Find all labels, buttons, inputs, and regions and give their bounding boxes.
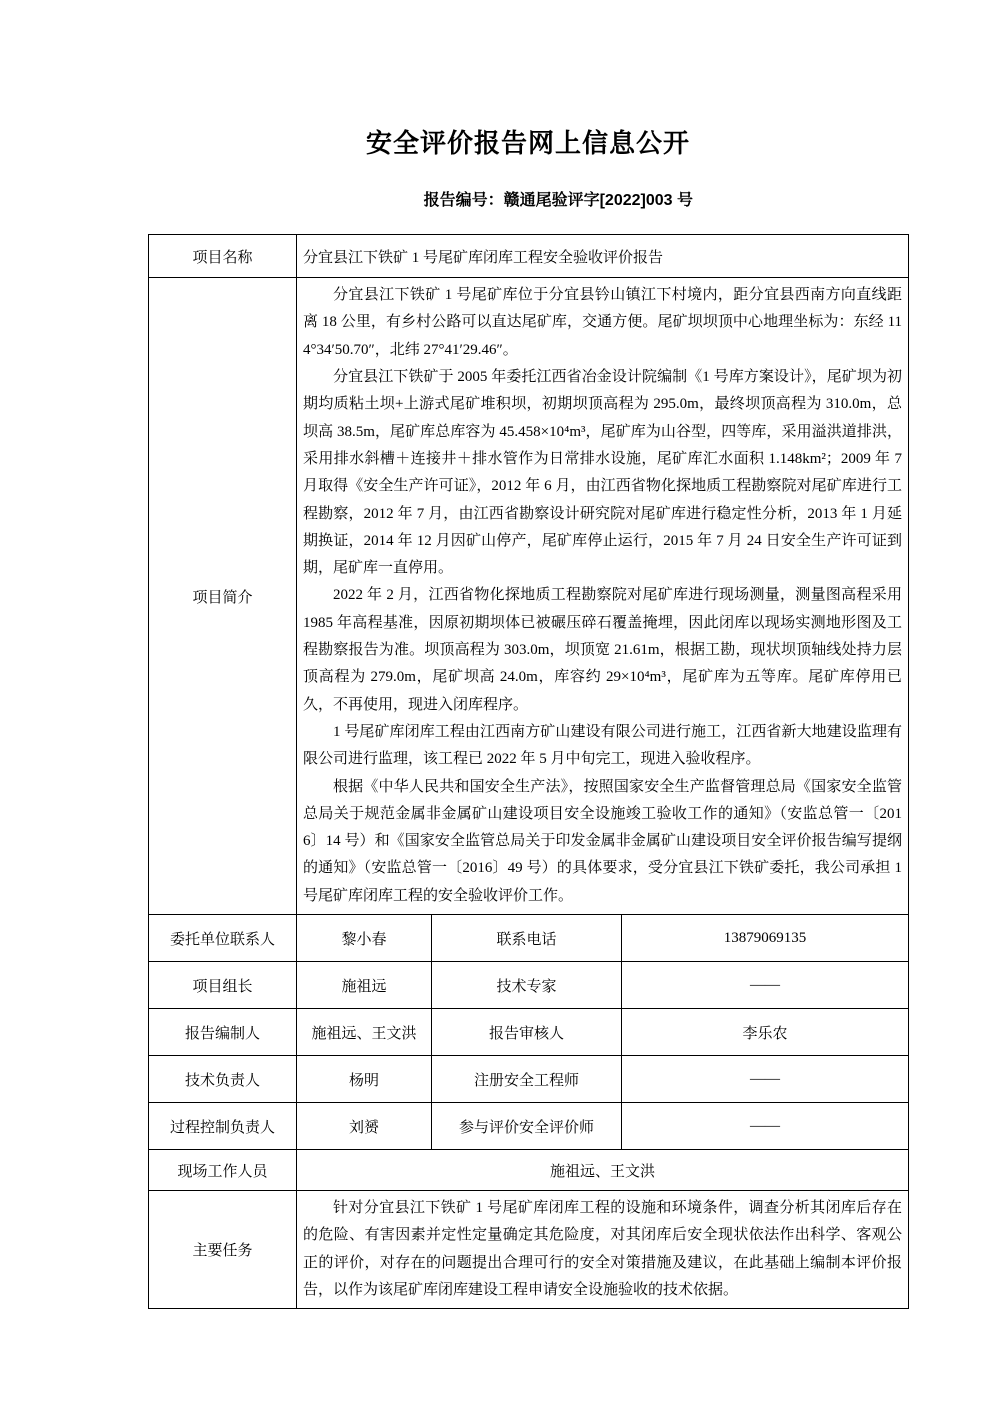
evaluator-label: 参与评价安全评价师 [432,1103,622,1150]
process-control-name: 刘赟 [297,1103,432,1150]
leader-name: 施祖远 [297,962,432,1009]
main-task-row [149,1191,909,1309]
leader-label: 项目组长 [149,962,297,1009]
report-number-label: 报告编号： [423,192,504,210]
reviewer-label: 报告审核人 [432,1009,622,1056]
author-names: 施祖远、王文洪 [297,1009,432,1056]
project-name-label: 项目名称 [149,235,297,278]
intro-paragraph: 根据《中华人民共和国安全生产法》，按照国家安全生产监督管理总局《国家安全监管总局关于规范金属非金属矿山建设项目安全设施竣工验收工作的通知》（安监总管一〔2016〕14 号）和《国家安全监管总局关于印发金属非金属矿山建设项目安全评价报告编写提纲的通知》（安监总管一〔2016〕49 号）的具体要求，受分宜县江下铁矿委托，我公司承担 1 号尾矿库闭库工程的安全验收评价工作。 [303,778,903,904]
contact-row [149,915,909,962]
project-intro-row [149,278,909,915]
project-intro-value [297,278,909,915]
info-table [148,234,909,1309]
contact-label: 委托单位联系人 [149,915,297,962]
report-number-value: 赣通尾验评字[2022]003 号 [503,192,693,210]
project-intro-label: 项目简介 [149,278,297,915]
expert-value: —— [622,962,909,1009]
reviewer-name: 李乐农 [622,1009,909,1056]
process-control-row [149,1103,909,1150]
site-staff-names: 施祖远、王文洪 [297,1150,909,1191]
evaluator-value: —— [622,1103,909,1150]
intro-paragraph: 分宜县江下铁矿于 2005 年委托江西省冶金设计院编制《1 号库方案设计》，尾矿坝为初期均质粘土坝+上游式尾矿堆积坝，初期坝顶高程为 295.0m，最终坝顶高程为 310.0m，总坝高 38.5m，尾矿库总库容为 45.458×10⁴m³，尾矿库为山谷型，四等库，采用溢洪道排洪，采用排水斜槽＋连接井＋排水管作为日常排水设施，尾矿库汇水面积 1.148km²；2009 年 7 月取得《安全生产许可证》，2012 年 6 月，由江西省物化探地质工程勘察院对尾矿库进行工程勘察，2012 年 7 月，由江西省勘察设计研究院对尾矿库进行稳定性分析，2013 年 1 月延期换证，2014 年 12 月因矿山停产，尾矿库停止运行，2015 年 7 月 24 日安全生产许可证到期，尾矿库一直停用。 [303,369,903,577]
tech-lead-name: 杨明 [297,1056,432,1103]
tech-lead-row [149,1056,909,1103]
main-task-value [297,1191,909,1309]
safety-engineer-label: 注册安全工程师 [432,1056,622,1103]
project-name-value: 分宜县江下铁矿 1 号尾矿库闭库工程安全验收评价报告 [297,235,909,278]
intro-paragraph: 1 号尾矿库闭库工程由江西南方矿山建设有限公司进行施工，江西省新大地建设监理有限公司进行监理，该工程已 2022 年 5 月中旬完工，现进入验收程序。 [303,723,903,768]
leader-row [149,962,909,1009]
intro-paragraph: 分宜县江下铁矿 1 号尾矿库位于分宜县钤山镇江下村境内，距分宜县西南方向直线距离 18 公里，有乡村公路可以直达尾矿库，交通方便。尾矿坝坝顶中心地理坐标为：东经 114°34′50.70″，北纬 27°41′29.46″。 [303,287,903,358]
site-staff-row [149,1150,909,1191]
safety-engineer-value: —— [622,1056,909,1103]
tech-lead-label: 技术负责人 [149,1056,297,1103]
project-name-row [149,235,909,278]
phone-value: 13879069135 [622,915,909,962]
page-title: 安全评价报告网上信息公开 [365,128,690,158]
author-label: 报告编制人 [149,1009,297,1056]
expert-label: 技术专家 [432,962,622,1009]
report-number-line [148,187,908,210]
process-control-label: 过程控制负责人 [149,1103,297,1150]
contact-name: 黎小春 [297,915,432,962]
site-staff-label: 现场工作人员 [149,1150,297,1191]
phone-label: 联系电话 [432,915,622,962]
main-task-label: 主要任务 [149,1191,297,1309]
main-task-paragraph: 针对分宜县江下铁矿 1 号尾矿库闭库工程的设施和环境条件，调查分析其闭库后存在的危险、有害因素并定性定量确定其危险度，对其闭库后安全现状依法作出科学、客观公正的评价，对存在的问题提出合理可行的安全对策措施及建议，在此基础上编制本评价报告，以作为该尾矿库闭库建设工程申请安全设施验收的技术依据。 [303,1200,903,1298]
author-row [149,1009,909,1056]
intro-paragraph: 2022 年 2 月，江西省物化探地质工程勘察院对尾矿库进行现场测量，测量图高程采用 1985 年高程基准，因原初期坝体已被碾压碎石覆盖掩埋，因此闭库以现场实测地形图及工程勘察报告为准。坝顶高程为 303.0m，坝顶宽 21.61m，根据工勘，现状坝顶轴线处持力层顶高程为 279.0m，尾矿坝高 24.0m，库容约 29×10⁴m³，尾矿库为五等库。尾矿库停用已久，不再使用，现进入闭库程序。 [303,587,903,713]
